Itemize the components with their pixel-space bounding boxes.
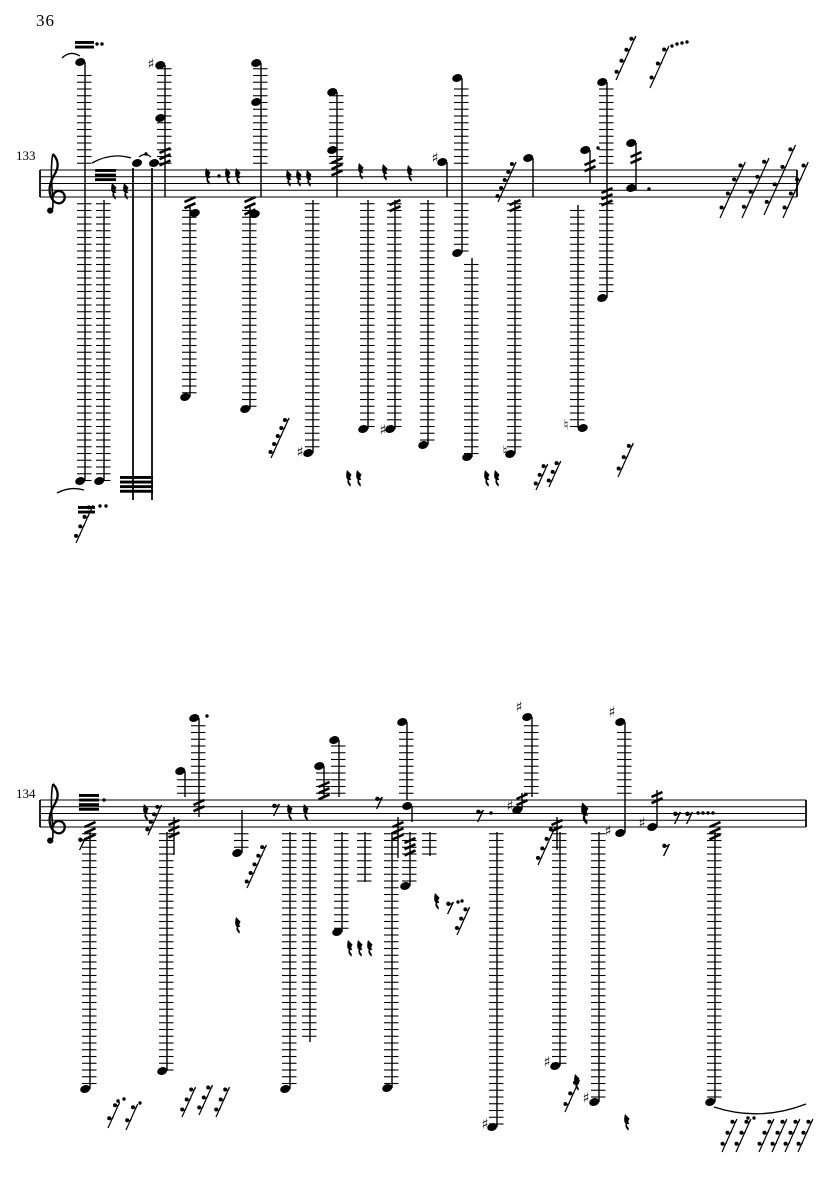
system-133 bbox=[40, 36, 808, 543]
measure-number-first-system: 133 bbox=[16, 148, 36, 163]
page-number: 36 bbox=[36, 11, 55, 30]
svg-text:♯: ♯ bbox=[147, 56, 155, 73]
measure-number-second-system: 134 bbox=[16, 786, 36, 801]
svg-text:♮: ♮ bbox=[502, 443, 508, 460]
svg-text:♯: ♯ bbox=[543, 1054, 551, 1071]
svg-text:♯: ♯ bbox=[604, 823, 612, 840]
svg-text:♯: ♯ bbox=[431, 150, 439, 167]
svg-text:♯: ♯ bbox=[608, 704, 616, 721]
svg-text:♯: ♯ bbox=[506, 798, 514, 815]
svg-text:♯: ♯ bbox=[379, 422, 387, 439]
system-134 bbox=[40, 700, 813, 1153]
svg-text:♯: ♯ bbox=[481, 1116, 489, 1133]
svg-text:♮: ♮ bbox=[563, 417, 569, 434]
svg-text:♯: ♯ bbox=[638, 815, 646, 832]
svg-text:♯: ♯ bbox=[296, 444, 304, 461]
svg-text:♯: ♯ bbox=[515, 699, 523, 716]
svg-text:♯: ♯ bbox=[582, 1090, 590, 1107]
